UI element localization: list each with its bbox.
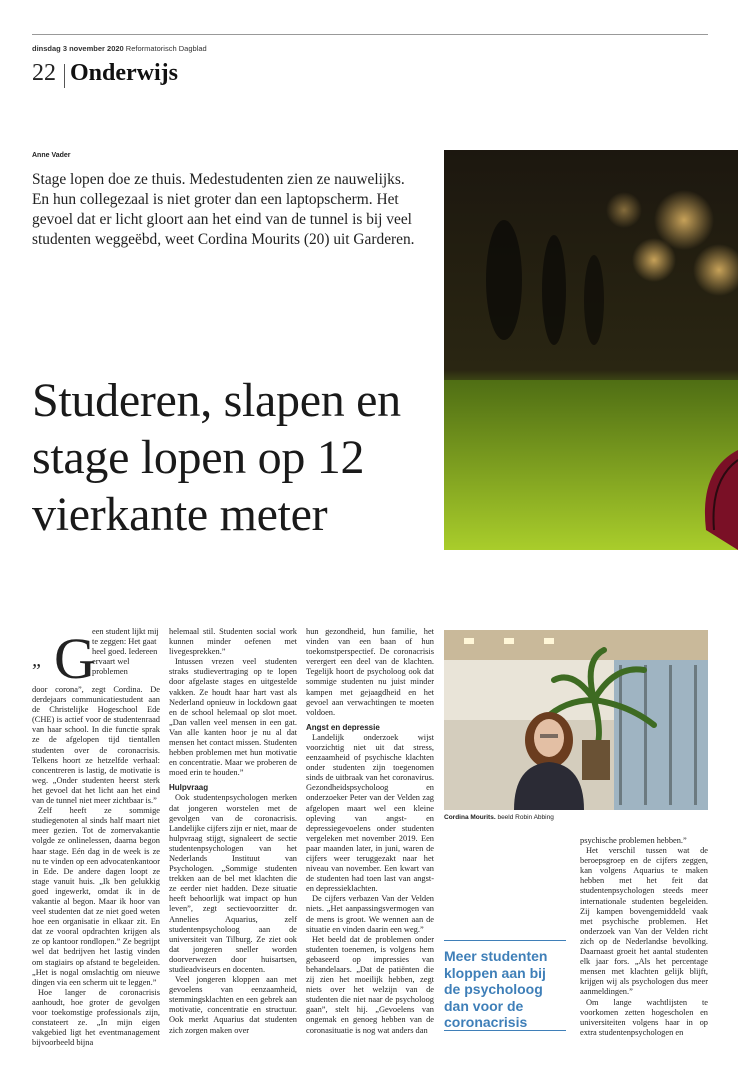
paragraph: Hoe langer de coronacrisis aanhoudt, hoe groter de gevolgen voor toekomstige professionals zijn, constateert ze. „In mijn eigen vakgebied ligt het eventmanagement bijvoorbeeld bijna	[32, 987, 160, 1048]
paragraph: Om lange wachtlijsten te voorkomen zetten hogescholen en universiteiten volgens haar in op extra studentenpsychologen en	[580, 997, 708, 1037]
caption-credit: beeld Robin Abbing	[497, 814, 554, 821]
hero-photo-image	[444, 150, 738, 550]
portrait-photo-image	[444, 630, 708, 810]
paragraph: Zelf heeft ze sommige studiegenoten al sinds half maart niet meer gezien. Tot de zomervakantie volgde ze onlinelessen, daarna begon haar stage. Eén dag in de week is ze nu te vinden op een advocatenkantoor in Ede. De andere dagen loopt ze stage vanuit huis. „Ik ben gelukkig goed ingewerkt, omdat ik in de vakantie al begon. Maar ik hoor van veel studenten dat ze niet goed weten hoe een organisatie in elkaar zit. En dat ze vooral opdrachten krijgen als ze op kantoor rondlopen.” Ze begrijpt wel dat bedrijven het lastig vinden om stagiairs op afstand te begeleiden. „Het is nogal omslachtig om nieuwe dingen via een scherm uit te leggen.”	[32, 806, 160, 987]
paragraph: Veel jongeren kloppen aan met gevoelens van eenzaamheid, stemmingsklachten en een gebrek aan motivatie, concentratie en structuur. Ook merkt Aquarius dat studenten zich zorgen maken over	[169, 975, 297, 1035]
paragraph: door corona”, zegt Cordina. De derdejaars communicatiestudent aan de Christelijke Hogeschool Ede (CHE) is actief voor de studentenraad van haar school. In die functie sprak ze de afgelopen tijd tientallen studenten over de coronacrisis. Telkens hoort ze hetzelfde verhaal: concentreren is lastig, de motivatie is weg. „Onder studenten heerst sterk het gevoel dat het licht aan het eind van de tunnel niet meer zichtbaar is.”	[32, 685, 160, 806]
dropcap-quote-mark: „	[32, 649, 44, 671]
article-column-1	[32, 627, 160, 1048]
dateline	[32, 44, 207, 53]
paragraph: Het verschil tussen wat de beroepsgroep en de cijfers zeggen, kan volgens Aquarius te maken hebben met het feit dat studentenpsychologen steeds meer internationale studenten begeleiden. Zij kampen bovengemiddeld vaak met psychische problemen. Het onderzoek van Van der Velden richt zich op de Nederlandse bevolking. Daarnaast groeit het aantal studenten elk jaar fors. „Als het percentage mensen met klachten gelijk blijft, krijgen wij als psychologen dus meer aanmeldingen.”	[580, 846, 708, 997]
article-column-2	[169, 627, 297, 1036]
dropcap-block	[32, 626, 160, 691]
author-byline: Anne Vader	[32, 152, 71, 159]
caption-name: Cordina Mourits.	[444, 814, 496, 821]
photo-caption	[444, 814, 554, 821]
header-rule	[32, 34, 708, 35]
paragraph: hun gezondheid, hun familie, het vinden van een baan of hun toekomstperspectief. De coronacrisis verergert een deel van de klachten. Tegelijk hoort de psycholoog ook dat sommige studenten nu juist minder kampen met gejaagdheid en het gevoel aan verwachtingen te moeten voldoen.	[306, 627, 434, 717]
hero-photo	[444, 150, 738, 550]
article-intro: Stage lopen doe ze thuis. Medestudenten zien ze nauwelijks. En hun collegezaal is niet groter dan een laptopscherm. Het gevoel dat er licht gloort aan het eind van de tunnel is bij veel studenten weggeëbd, weet Cordina Mourits (20) uit Garderen.	[32, 171, 415, 248]
opening-lines: een student lijkt mij te zeggen: Het gaat heel goed. Iedereen ervaart wel problemen	[92, 627, 159, 677]
paragraph: helemaal stil. Studenten social work kunnen minder oefenen met livegesprekken.”	[169, 627, 297, 657]
page-number: 22	[32, 60, 56, 86]
paragraph: Landelijk onderzoek wijst voorzichtig niet uit dat stress, eenzaamheid of psychische klachten onder studenten zijn toegenomen sinds de uitbraak van het coronavirus. Gezondheidspsycholoog en onderzoeker Peter van der Velden zag afgelopen maart wel een kleine opleving van angst- en depressiegevoelens onder studenten vergeleken met november 2019. Een paar maanden later, in juni, waren de cijfers weer teruggezakt naar het niveau van november. Een kwart van de studenten had toen last van angst- en depressieklachten.	[306, 732, 434, 894]
article-column-3	[306, 627, 434, 1036]
paragraph: De cijfers verbazen Van der Velden niets. „Het aanpassingsvermogen van de mens is groot. We wennen aan de situatie en vinden daarin een weg.”	[306, 894, 434, 934]
paragraph: psychische problemen hebben.”	[580, 836, 687, 845]
article-headline: Studeren, slapen en stage lopen op 12 vierkante meter	[32, 374, 401, 541]
article-column-4	[580, 836, 708, 1038]
page-separator	[64, 64, 65, 88]
publication-name: Reformatorisch Dagblad	[125, 44, 207, 53]
pull-quote: Meer studenten kloppen aan bij de psycholoog dan voor de coronacrisis	[444, 948, 548, 1030]
paragraph: Het beeld dat de problemen onder studenten toenemen, is volgens hem gebaseerd op impressies van behandelaars. „Dat de patiënten die zij zien het moeilijk hebben, zegt niets over het welzijn van de studenten die niet naar de psycholoog gaan”, stelt hij. „Gevoelens van ongemak en genoeg hebben van de coronasituatie is nog wat anders dan	[306, 934, 434, 1035]
section-title: Onderwijs	[70, 60, 178, 86]
pull-quote-rule-bottom	[444, 1030, 566, 1031]
subheading-angst-depressie: Angst en depressie	[306, 722, 380, 732]
paragraph: Ook studentenpsychologen merken dat jongeren worstelen met de gevolgen van de coronacrisis. Landelijke cijfers zijn er niet, maar de hulpvraag stijgt, signaleert de sectie studentenpsychologen van het Nederlands Instituut van Psychologen. „Sommige studenten trekken aan de bel met klachten die ze eerder niet hadden. Deze situatie heeft behoorlijk wat impact op hun leven”, zegt sectievoorzitter dr. Annelies Aquarius, zelf studentenpsycholoog aan de universiteit van Tilburg. Ze ziet ook dat jongeren sneller worden doorverwezen door huisartsen, studieadviseurs en docenten.	[169, 793, 297, 974]
pull-quote-rule-top	[444, 940, 566, 941]
issue-date: dinsdag 3 november 2020	[32, 44, 124, 53]
dropcap-letter: G	[54, 626, 96, 691]
portrait-photo	[444, 630, 708, 810]
subheading-hulpvraag: Hulpvraag	[169, 783, 209, 793]
paragraph: Intussen vrezen veel studenten straks studievertraging op te lopen door afgelaste stages en uitgestelde vakken. Ze houdt haar hart vast als Nederland opnieuw in lockdown gaat en de school helemaal op slot moet. „Dan vallen veel mensen in een gat. Van alle kanten hoor je nu al dat mensen het contact missen. Studenten hebben problemen met hun motivatie en concentratie. Maar we proberen de moed erin te houden.”	[169, 657, 297, 778]
